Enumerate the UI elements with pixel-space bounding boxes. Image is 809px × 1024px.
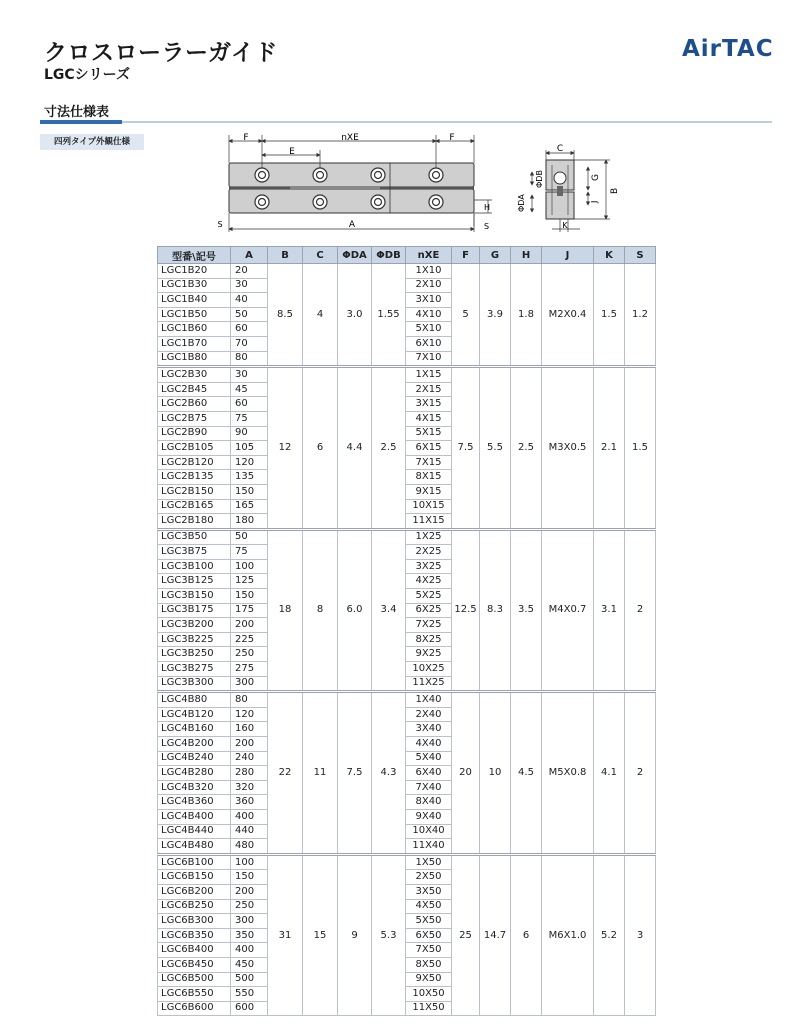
model-cell: LGC2B75 <box>158 411 231 426</box>
dim-s-right: S <box>484 222 490 231</box>
dim-da-cell: 4.4 <box>338 367 372 530</box>
column-header: ΦDB <box>372 247 406 264</box>
a-cell: 60 <box>231 322 268 337</box>
model-cell: LGC6B600 <box>158 1001 231 1016</box>
dim-db-cell: 4.3 <box>372 692 406 855</box>
nxe-cell: 7X50 <box>406 943 452 958</box>
a-cell: 150 <box>231 870 268 885</box>
a-cell: 480 <box>231 839 268 855</box>
series-name: LGCシリーズ <box>44 67 130 83</box>
model-cell: LGC2B135 <box>158 470 231 485</box>
a-cell: 40 <box>231 293 268 308</box>
nxe-cell: 5X50 <box>406 914 452 929</box>
model-cell: LGC4B440 <box>158 824 231 839</box>
model-cell: LGC4B160 <box>158 722 231 737</box>
nxe-cell: 1X25 <box>406 529 452 545</box>
nxe-cell: 10X15 <box>406 499 452 514</box>
a-cell: 175 <box>231 603 268 618</box>
dim-k-cell: 4.1 <box>594 692 625 855</box>
dim-j-cell: M5X0.8 <box>542 692 594 855</box>
dim-b-cell: 31 <box>268 854 303 1016</box>
nxe-cell: 3X40 <box>406 722 452 737</box>
dim-db-cell: 2.5 <box>372 367 406 530</box>
a-cell: 125 <box>231 574 268 589</box>
model-cell: LGC6B250 <box>158 899 231 914</box>
nxe-cell: 9X15 <box>406 484 452 499</box>
nxe-cell: 6X50 <box>406 928 452 943</box>
a-cell: 500 <box>231 972 268 987</box>
column-header: H <box>511 247 542 264</box>
dim-f-cell: 5 <box>452 264 480 367</box>
nxe-cell: 4X25 <box>406 574 452 589</box>
nxe-cell: 1X10 <box>406 264 452 279</box>
model-cell: LGC6B450 <box>158 957 231 972</box>
dim-c-cell: 4 <box>303 264 338 367</box>
nxe-cell: 11X25 <box>406 676 452 692</box>
a-cell: 225 <box>231 632 268 647</box>
dim-db-cell: 5.3 <box>372 854 406 1016</box>
nxe-cell: 1X50 <box>406 854 452 870</box>
model-cell: LGC6B350 <box>158 928 231 943</box>
nxe-cell: 3X15 <box>406 397 452 412</box>
a-cell: 120 <box>231 455 268 470</box>
a-cell: 440 <box>231 824 268 839</box>
model-cell: LGC2B60 <box>158 397 231 412</box>
column-header: F <box>452 247 480 264</box>
a-cell: 150 <box>231 484 268 499</box>
nxe-cell: 2X25 <box>406 545 452 560</box>
a-cell: 70 <box>231 336 268 351</box>
dim-b-cell: 18 <box>268 529 303 692</box>
nxe-cell: 5X25 <box>406 589 452 604</box>
model-cell: LGC2B45 <box>158 382 231 397</box>
a-cell: 320 <box>231 780 268 795</box>
dim-h: H <box>484 203 491 212</box>
nxe-cell: 10X50 <box>406 987 452 1002</box>
a-cell: 550 <box>231 987 268 1002</box>
a-cell: 280 <box>231 766 268 781</box>
dim-k-cell: 1.5 <box>594 264 625 367</box>
nxe-cell: 2X40 <box>406 707 452 722</box>
section-title: 寸法仕様表 <box>44 105 110 120</box>
column-header: ΦDA <box>338 247 372 264</box>
dim-g-cell: 8.3 <box>480 529 511 692</box>
a-cell: 120 <box>231 707 268 722</box>
nxe-cell: 7X25 <box>406 618 452 633</box>
table-row <box>158 692 656 708</box>
model-cell: LGC3B175 <box>158 603 231 618</box>
nxe-cell: 7X15 <box>406 455 452 470</box>
dim-b-cell: 22 <box>268 692 303 855</box>
table-row <box>158 264 656 279</box>
dim-b-cell: 12 <box>268 367 303 530</box>
nxe-cell: 4X15 <box>406 411 452 426</box>
column-header: B <box>268 247 303 264</box>
dim-s-cell: 1.5 <box>625 367 656 530</box>
model-cell: LGC3B50 <box>158 529 231 545</box>
nxe-cell: 1X15 <box>406 367 452 383</box>
dim-b-cell: 8.5 <box>268 264 303 367</box>
dim-db-cell: 1.55 <box>372 264 406 367</box>
dim-k-cell: 5.2 <box>594 854 625 1016</box>
model-cell: LGC4B320 <box>158 780 231 795</box>
a-cell: 100 <box>231 854 268 870</box>
model-cell: LGC4B280 <box>158 766 231 781</box>
a-cell: 200 <box>231 737 268 752</box>
dim-c: C <box>556 144 564 154</box>
dim-h-cell: 6 <box>511 854 542 1016</box>
model-cell: LGC4B200 <box>158 737 231 752</box>
spec-table <box>157 246 656 1016</box>
dim-f-cell: 20 <box>452 692 480 855</box>
nxe-cell: 5X10 <box>406 322 452 337</box>
dim-g: G <box>591 174 601 181</box>
dim-da: ΦDA <box>517 194 526 212</box>
model-cell: LGC2B165 <box>158 499 231 514</box>
dim-da-cell: 3.0 <box>338 264 372 367</box>
model-cell: LGC6B150 <box>158 870 231 885</box>
table-row <box>158 529 656 545</box>
model-cell: LGC3B250 <box>158 647 231 662</box>
dim-k-cell: 2.1 <box>594 367 625 530</box>
dim-k-cell: 3.1 <box>594 529 625 692</box>
dim-f-left: F <box>243 133 249 143</box>
model-cell: LGC1B80 <box>158 351 231 367</box>
model-cell: LGC3B125 <box>158 574 231 589</box>
a-cell: 30 <box>231 278 268 293</box>
column-header: G <box>480 247 511 264</box>
dim-s-cell: 2 <box>625 529 656 692</box>
model-cell: LGC4B480 <box>158 839 231 855</box>
rail-end-view <box>546 160 574 219</box>
a-cell: 360 <box>231 795 268 810</box>
a-cell: 350 <box>231 928 268 943</box>
nxe-cell: 5X40 <box>406 751 452 766</box>
nxe-cell: 10X40 <box>406 824 452 839</box>
nxe-cell: 2X10 <box>406 278 452 293</box>
dim-f-right: F <box>449 133 455 143</box>
a-cell: 450 <box>231 957 268 972</box>
dim-e: E <box>289 147 295 157</box>
dimension-drawing <box>0 0 809 245</box>
model-cell: LGC6B550 <box>158 987 231 1002</box>
a-cell: 400 <box>231 943 268 958</box>
nxe-cell: 8X50 <box>406 957 452 972</box>
model-cell: LGC4B120 <box>158 707 231 722</box>
nxe-cell: 11X40 <box>406 839 452 855</box>
dim-f-cell: 25 <box>452 854 480 1016</box>
nxe-cell: 6X10 <box>406 336 452 351</box>
column-header: nXE <box>406 247 452 264</box>
nxe-cell: 4X50 <box>406 899 452 914</box>
dim-s-left: S <box>217 220 223 229</box>
dim-s-cell: 3 <box>625 854 656 1016</box>
dim-g-cell: 5.5 <box>480 367 511 530</box>
nxe-cell: 7X40 <box>406 780 452 795</box>
dim-k: K <box>562 221 568 230</box>
dim-db-cell: 3.4 <box>372 529 406 692</box>
a-cell: 75 <box>231 545 268 560</box>
model-cell: LGC3B200 <box>158 618 231 633</box>
model-cell: LGC4B400 <box>158 809 231 824</box>
a-cell: 250 <box>231 647 268 662</box>
dim-c-cell: 11 <box>303 692 338 855</box>
model-cell: LGC2B90 <box>158 426 231 441</box>
dim-c-cell: 8 <box>303 529 338 692</box>
dim-g-cell: 14.7 <box>480 854 511 1016</box>
column-header: S <box>625 247 656 264</box>
a-cell: 300 <box>231 914 268 929</box>
model-cell: LGC1B20 <box>158 264 231 279</box>
dim-db: ΦDB <box>535 170 544 188</box>
a-cell: 45 <box>231 382 268 397</box>
model-cell: LGC6B300 <box>158 914 231 929</box>
model-cell: LGC6B500 <box>158 972 231 987</box>
model-cell: LGC3B150 <box>158 589 231 604</box>
model-cell: LGC2B180 <box>158 514 231 530</box>
column-header: K <box>594 247 625 264</box>
nxe-cell: 6X40 <box>406 766 452 781</box>
nxe-cell: 4X40 <box>406 737 452 752</box>
nxe-cell: 5X15 <box>406 426 452 441</box>
model-cell: LGC3B300 <box>158 676 231 692</box>
model-cell: LGC4B360 <box>158 795 231 810</box>
dim-a: A <box>348 220 356 230</box>
a-cell: 20 <box>231 264 268 279</box>
nxe-cell: 8X40 <box>406 795 452 810</box>
nxe-cell: 6X15 <box>406 441 452 456</box>
table-row <box>158 367 656 383</box>
model-cell: LGC3B225 <box>158 632 231 647</box>
model-cell: LGC6B400 <box>158 943 231 958</box>
a-cell: 275 <box>231 662 268 677</box>
dim-da-cell: 9 <box>338 854 372 1016</box>
model-cell: LGC2B30 <box>158 367 231 383</box>
a-cell: 165 <box>231 499 268 514</box>
dim-g-cell: 3.9 <box>480 264 511 367</box>
a-cell: 100 <box>231 559 268 574</box>
model-cell: LGC1B70 <box>158 336 231 351</box>
model-cell: LGC4B80 <box>158 692 231 708</box>
column-header: 型番\記号 <box>158 247 231 264</box>
dim-j-cell: M3X0.5 <box>542 367 594 530</box>
model-cell: LGC1B30 <box>158 278 231 293</box>
nxe-cell: 3X50 <box>406 884 452 899</box>
nxe-cell: 9X25 <box>406 647 452 662</box>
a-cell: 80 <box>231 692 268 708</box>
nxe-cell: 8X25 <box>406 632 452 647</box>
variant-tag: 四列タイプ外観仕様 <box>40 134 144 150</box>
model-cell: LGC6B100 <box>158 854 231 870</box>
dim-c-cell: 6 <box>303 367 338 530</box>
a-cell: 150 <box>231 589 268 604</box>
nxe-cell: 9X50 <box>406 972 452 987</box>
nxe-cell: 8X15 <box>406 470 452 485</box>
a-cell: 50 <box>231 529 268 545</box>
model-cell: LGC1B40 <box>158 293 231 308</box>
a-cell: 600 <box>231 1001 268 1016</box>
a-cell: 30 <box>231 367 268 383</box>
nxe-cell: 2X50 <box>406 870 452 885</box>
a-cell: 300 <box>231 676 268 692</box>
model-cell: LGC2B150 <box>158 484 231 499</box>
nxe-cell: 9X40 <box>406 809 452 824</box>
dim-s-cell: 1.2 <box>625 264 656 367</box>
a-cell: 160 <box>231 722 268 737</box>
nxe-cell: 2X15 <box>406 382 452 397</box>
model-cell: LGC3B100 <box>158 559 231 574</box>
a-cell: 180 <box>231 514 268 530</box>
dim-j-cell: M4X0.7 <box>542 529 594 692</box>
a-cell: 60 <box>231 397 268 412</box>
a-cell: 90 <box>231 426 268 441</box>
page-title: クロスローラーガイド <box>44 40 278 66</box>
dim-j: J <box>590 200 599 203</box>
dim-h-cell: 3.5 <box>511 529 542 692</box>
nxe-cell: 6X25 <box>406 603 452 618</box>
dim-j-cell: M2X0.4 <box>542 264 594 367</box>
model-cell: LGC2B120 <box>158 455 231 470</box>
a-cell: 200 <box>231 618 268 633</box>
nxe-cell: 7X10 <box>406 351 452 367</box>
a-cell: 75 <box>231 411 268 426</box>
model-cell: LGC3B75 <box>158 545 231 560</box>
rail-top-view <box>229 163 474 213</box>
dim-f-cell: 12.5 <box>452 529 480 692</box>
a-cell: 400 <box>231 809 268 824</box>
dim-nxe: nXE <box>341 133 359 143</box>
a-cell: 200 <box>231 884 268 899</box>
nxe-cell: 3X10 <box>406 293 452 308</box>
a-cell: 80 <box>231 351 268 367</box>
column-header: A <box>231 247 268 264</box>
dim-j-cell: M6X1.0 <box>542 854 594 1016</box>
dim-h-cell: 1.8 <box>511 264 542 367</box>
a-cell: 240 <box>231 751 268 766</box>
model-cell: LGC6B200 <box>158 884 231 899</box>
column-header: C <box>303 247 338 264</box>
nxe-cell: 11X15 <box>406 514 452 530</box>
nxe-cell: 11X50 <box>406 1001 452 1016</box>
column-header: J <box>542 247 594 264</box>
model-cell: LGC1B50 <box>158 307 231 322</box>
model-cell: LGC1B60 <box>158 322 231 337</box>
model-cell: LGC2B105 <box>158 441 231 456</box>
dim-g-cell: 10 <box>480 692 511 855</box>
nxe-cell: 3X25 <box>406 559 452 574</box>
table-row <box>158 854 656 870</box>
dim-c-cell: 15 <box>303 854 338 1016</box>
dim-da-cell: 6.0 <box>338 529 372 692</box>
a-cell: 135 <box>231 470 268 485</box>
model-cell: LGC4B240 <box>158 751 231 766</box>
nxe-cell: 10X25 <box>406 662 452 677</box>
brand-logo: AirTAC <box>682 36 774 62</box>
model-cell: LGC3B275 <box>158 662 231 677</box>
dim-f-cell: 7.5 <box>452 367 480 530</box>
dim-da-cell: 7.5 <box>338 692 372 855</box>
dim-h-cell: 4.5 <box>511 692 542 855</box>
table-header-row <box>158 247 656 264</box>
a-cell: 250 <box>231 899 268 914</box>
dim-h-cell: 2.5 <box>511 367 542 530</box>
a-cell: 50 <box>231 307 268 322</box>
dim-b: B <box>610 187 620 194</box>
dim-s-cell: 2 <box>625 692 656 855</box>
nxe-cell: 1X40 <box>406 692 452 708</box>
a-cell: 105 <box>231 441 268 456</box>
nxe-cell: 4X10 <box>406 307 452 322</box>
